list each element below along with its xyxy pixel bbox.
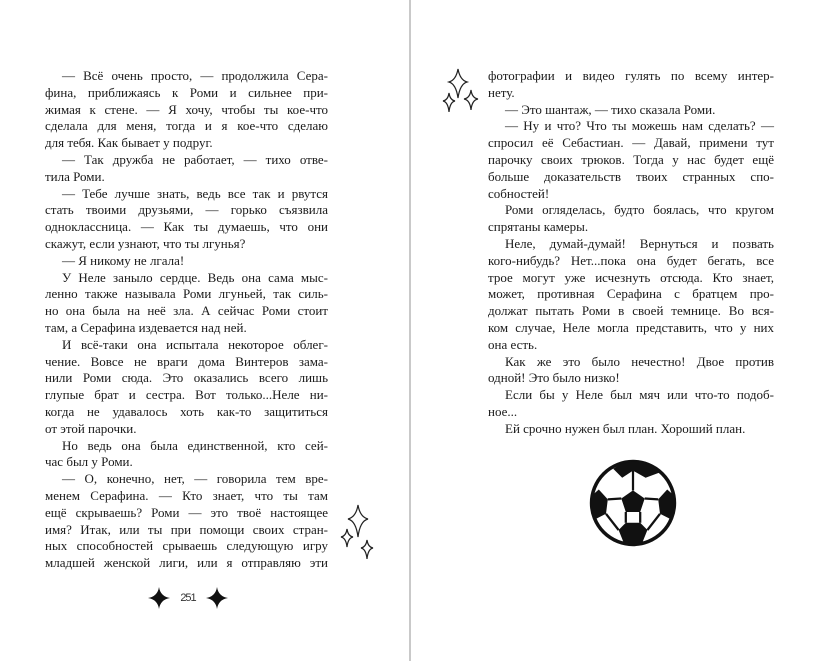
text-line: нили Роми сюда. Это оказались всего лишь [45,370,328,386]
text-line: но она была на неё зла. А сейчас Роми стоит [45,303,328,319]
text-line: — Ну и что? Что ты можешь нам сделать? — [505,118,774,134]
right-page [411,0,820,661]
text-line: фина, приближаясь к Роми и сильнее при- [45,84,328,100]
left-page-text [45,68,328,572]
text-line: когда не удавалось хоть как-то защититься [45,403,328,419]
text-line: одноклассница. — Как ты думаешь, что они [45,219,328,235]
text-line: скажут, если узнают, что ты лгунья? [45,235,246,251]
text-line: Роми огляделась, будто боялась, что кругом [505,202,774,218]
text-line: спросил её Себастиан. — Давай, примени тут [488,135,774,151]
text-line: спрятаны камеры. [488,219,589,235]
page-number: 251 [180,592,196,604]
star-icon [148,587,170,609]
text-line: Но ведь она была единственной, кто сей- [62,437,328,453]
text-line: от этой парочки. [45,420,137,436]
text-line: — Всё очень просто, — продолжила Сера- [62,68,328,83]
text-line: должат пытать Роми в своей темнице. Во вся- [488,303,774,319]
text-line: ленно также называла Роми лгуньей, так силь- [45,286,328,302]
star-icon [206,587,228,609]
left-page [0,0,409,661]
right-page-text [488,68,774,438]
text-line: ное... [488,403,518,419]
text-line: У Неле заныло сердце. Ведь она сама мыс- [62,269,328,285]
text-line: одной! Это было низко! [488,370,620,386]
text-line: нету. [488,84,515,100]
text-line: И всё-таки она испытала некоторое облег- [62,336,328,352]
text-line: ных способностей срываешь следующую игру [45,538,328,554]
text-line: собностей! [488,185,550,201]
text-line: — О, конечно, нет, — говорила тем вре- [62,471,328,487]
text-line: ещё скрываешь? Роми — это твоё настоящее [45,504,328,520]
text-line: может, противная Серафина с братцем про- [488,286,774,302]
text-line: — Это шантаж, — тихо сказала Роми. [505,101,716,117]
text-line: — Я никому не лгала! [62,252,185,268]
text-line: чение. Вовсе не враги дома Винтеров зама- [45,353,328,369]
text-line: больше доказательств твоих странных спо- [488,168,774,184]
text-line: Неле, думай-думай! Вернуться и позвать [505,235,774,251]
text-line: Ей срочно нужен был план. Хороший план. [505,420,746,436]
text-line: ком случае, Неле могла представить, что у них [488,319,774,335]
text-line: час был у Роми. [45,454,133,470]
text-line: Если бы у Неле был мяч или что-то подоб- [505,387,774,403]
text-line: фотографии и видео гулять по всему интер- [488,68,774,83]
soccer-ball-icon [588,458,678,548]
text-line: младшей женской лиги, или я отправляю эти [45,555,328,571]
text-line: она есть. [488,336,538,352]
text-line: парочку своих трюков. Тогда у нас будет ещё [488,151,774,167]
text-line: стать твоими друзьями, — горько съязвила [45,202,328,218]
text-line: жимая к стене. — Я хочу, чтобы ты кое-что [45,101,328,117]
text-line: — Тебе лучше знать, ведь все так и рвутся [62,185,328,201]
text-line: имя? Итак, или ты при помощи своих стран- [45,521,328,537]
text-line: там, а Серафина издевается над ней. [45,319,247,335]
sparkles-icon [338,503,378,563]
text-line: Как же это было нечестно! Двое против [505,353,774,369]
text-line: сделала для меня, тогда и я кое-что сделаю [45,118,328,134]
page-footer [148,586,228,610]
text-line: глупые брат и сестра. Вот только...Неле ни- [45,387,328,403]
text-line: кого-нибудь? Нет...пока она будет бегать, все [488,252,774,268]
text-line: для тебя. Как бывает у подруг. [45,135,213,151]
text-line: — Так дружба не работает, — тихо отве- [62,151,328,167]
sparkles-icon [441,68,481,120]
text-line: трое могут уже исчезнуть отсюда. Кто знает, [488,269,774,285]
text-line: тила Роми. [45,168,105,184]
text-line: менем Серафина. — Кто знает, что ты там [45,487,328,503]
